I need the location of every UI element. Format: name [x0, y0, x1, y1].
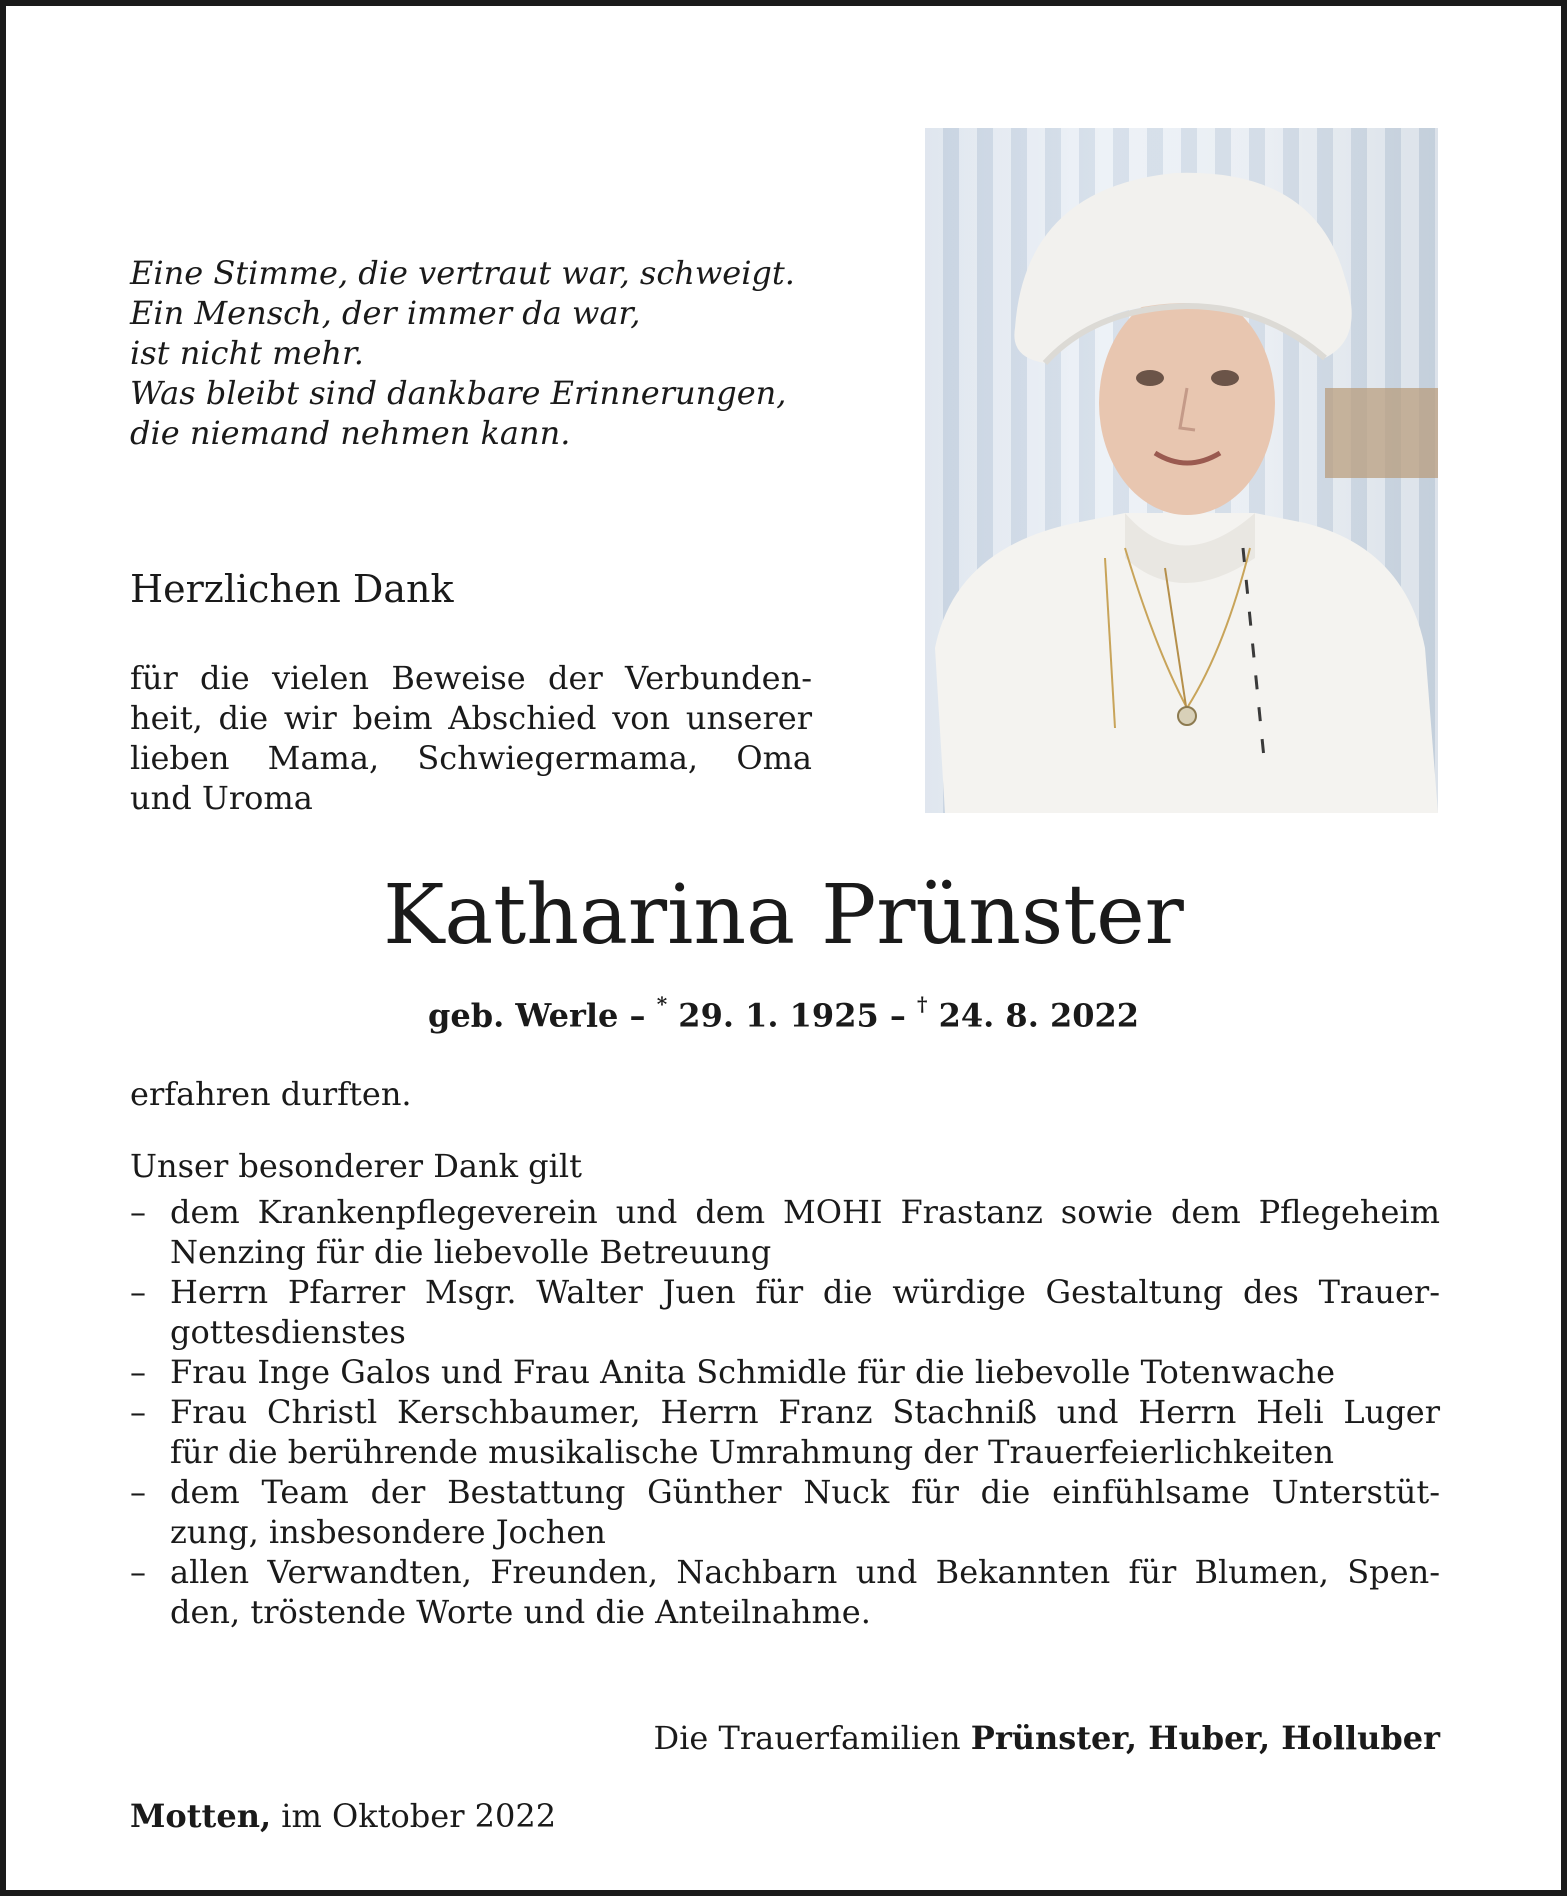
thanks-list — [130, 1192, 1440, 1632]
list-dash: – — [130, 1473, 146, 1511]
poem-line: Eine Stimme, die vertraut war, schweigt. — [130, 254, 795, 292]
thanks-list-item — [130, 1552, 1440, 1632]
intro-paragraph — [130, 658, 812, 818]
intro-line: für die vielen Beweise der Verbunden- — [130, 659, 812, 697]
thanks-list-line: Herrn Pfarrer Msgr. Walter Juen für die würdige Gestaltung des Trauer- — [170, 1273, 1440, 1311]
poem-line: die niemand nehmen kann. — [130, 414, 571, 452]
signature-prefix: Die Trauerfamilien — [653, 1719, 961, 1757]
life-dates — [0, 988, 1567, 1036]
thanks-intro: Unser besonderer Dank gilt — [130, 1147, 582, 1185]
place-town: Motten, — [130, 1797, 272, 1835]
date-separator: – — [629, 996, 646, 1035]
poem — [130, 253, 810, 453]
after-name-text: erfahren durften. — [130, 1075, 412, 1113]
thanks-list-item — [130, 1192, 1440, 1272]
birth-date: 29. 1. 1925 — [678, 996, 879, 1035]
thanks-list-line: gottesdienstes — [170, 1313, 406, 1351]
list-dash: – — [130, 1273, 146, 1311]
death-symbol: † — [917, 992, 928, 1016]
heading: Herzlichen Dank — [130, 567, 454, 611]
place-date — [130, 1796, 556, 1836]
thanks-list-line: Frau Christl Kerschbaumer, Herrn Franz Stachniß und Herrn Heli Luger — [170, 1393, 1440, 1431]
birth-name: geb. Werle — [427, 996, 619, 1035]
intro-line: und Uroma — [130, 779, 313, 817]
poem-line: Was bleibt sind dankbare Erinnerungen, — [130, 374, 787, 412]
birth-symbol: * — [656, 992, 668, 1016]
list-dash: – — [130, 1393, 146, 1431]
thanks-list-item — [130, 1272, 1440, 1352]
poem-line: Ein Mensch, der immer da war, — [130, 294, 641, 332]
thanks-list-item — [130, 1352, 1440, 1392]
list-dash: – — [130, 1353, 146, 1391]
thanks-list-line: allen Verwandten, Freunden, Nachbarn und Bekannten für Blumen, Spen- — [170, 1553, 1440, 1591]
thanks-list-item — [130, 1472, 1440, 1552]
thanks-list-line: für die berührende musikalische Umrahmung der Trauerfeierlichkeiten — [170, 1433, 1334, 1471]
intro-line: lieben Mama, Schwiegermama, Oma — [130, 739, 812, 777]
thanks-list-line: zung, insbesondere Jochen — [170, 1513, 606, 1551]
thanks-list-line: dem Krankenpflegeverein und dem MOHI Frastanz sowie dem Pflegeheim — [170, 1193, 1440, 1231]
place-date-text: im Oktober 2022 — [281, 1797, 557, 1835]
death-date: 24. 8. 2022 — [938, 996, 1140, 1035]
portrait-illustration — [925, 128, 1438, 813]
signature-families: Prünster, Huber, Holluber — [970, 1719, 1440, 1757]
list-dash: – — [130, 1193, 146, 1231]
signature — [130, 1718, 1440, 1758]
thanks-list-item — [130, 1392, 1440, 1472]
thanks-list-line: Frau Inge Galos und Frau Anita Schmidle für die liebevolle Totenwache — [170, 1353, 1336, 1391]
thanks-list-line: Nenzing für die liebevolle Betreuung — [170, 1233, 772, 1271]
thanks-list-line: den, tröstende Worte und die Anteilnahme. — [170, 1593, 871, 1631]
date-separator: – — [889, 996, 906, 1035]
thanks-list-line: dem Team der Bestattung Günther Nuck für die einfühlsame Unterstüt- — [170, 1473, 1440, 1511]
deceased-name: Katharina Prünster — [383, 868, 1184, 963]
portrait-photo — [925, 128, 1438, 813]
intro-line: heit, die wir beim Abschied von unserer — [130, 699, 812, 737]
poem-line: ist nicht mehr. — [130, 334, 364, 372]
list-dash: – — [130, 1553, 146, 1591]
